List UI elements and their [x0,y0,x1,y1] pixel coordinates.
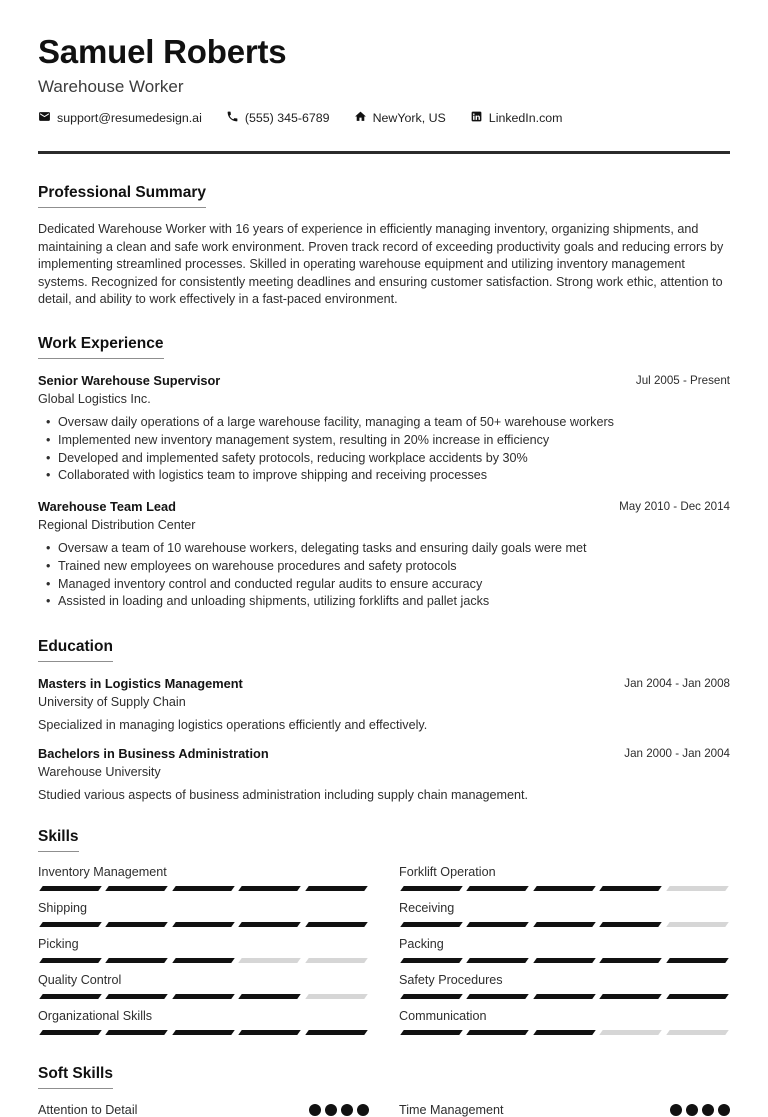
skill-item [399,1009,730,1035]
skill-level-bar [399,1030,730,1035]
skill-segment-filled [533,922,596,927]
rating-dot-filled [325,1104,337,1116]
skill-segment-filled [39,958,102,963]
skill-segment-filled [106,1030,169,1035]
skill-name: Inventory Management [38,864,167,879]
skill-level-bar [38,1030,369,1035]
soft-skill-name: Attention to Detail [38,1102,138,1117]
skill-segment-filled [599,958,662,963]
skill-item [38,901,369,927]
bullet-glyph: • [46,541,51,556]
contact-item [226,110,330,126]
skill-segment-empty [305,958,368,963]
skill-segment-filled [666,994,729,999]
job-dates: Jul 2005 - Present [635,374,730,388]
contact-row [38,110,730,126]
skill-item [399,937,730,963]
skill-level-bar [38,886,369,891]
section-education [38,638,730,802]
school-name: Warehouse University [38,764,161,779]
skill-segment-filled [400,1030,463,1035]
skill-name: Shipping [38,900,88,915]
job-company: Global Logistics Inc. [38,392,151,407]
bullet-text: Oversaw a team of 10 warehouse workers, delegating tasks and ensuring daily goals were met [58,541,587,556]
job-entry [38,373,730,485]
person-job-title: Warehouse Worker [38,77,184,97]
rating-dot-filled [357,1104,369,1116]
soft-skill-item [38,1103,369,1117]
job-dates: May 2010 - Dec 2014 [619,500,730,514]
soft-skills-grid [38,1089,730,1117]
skill-segment-filled [238,1030,301,1035]
summary-text: Dedicated Warehouse Worker with 16 years of experience in efficiently managing inventory, organizing shipments, and maintaining a clean and safe work environment. Proven track record of exceeding productivity goals and reducing errors by implementing streamlined processes. Skilled in operating warehouse equipment and utilizing inventory management systems. Recognized for consistently meeting deadlines and ensuring customer satisfaction. Strong work ethic, attention to detail, and ability to work effectively in a fast-paced environment. [38,222,724,306]
skill-segment-filled [39,1030,102,1035]
skill-segment-filled [467,922,530,927]
skill-segment-filled [400,922,463,927]
bullet-glyph: • [46,558,51,573]
rating-dot-filled [341,1104,353,1116]
skill-level-bar [399,886,730,891]
section-work-experience [38,335,730,611]
header-divider [38,151,730,154]
education-heading-text: Education [38,638,113,662]
linkedin-icon [470,110,483,126]
contact-text: (555) 345-6789 [244,111,330,126]
skill-item [399,865,730,891]
degree-title: Masters in Logistics Management [38,675,243,691]
person-name: Samuel Roberts [38,33,287,70]
skill-name: Forklift Operation [399,864,496,879]
resume-header [38,34,730,126]
skill-segment-filled [533,886,596,891]
summary-heading [38,184,730,208]
education-description: Studied various aspects of business administration including supply chain management. [38,787,529,802]
skill-item [38,1009,369,1035]
skill-level-bar [38,922,369,927]
education-heading [38,638,730,662]
education-entry [38,746,730,802]
skill-name: Picking [38,936,79,951]
skill-level-bar [38,994,369,999]
job-list [38,373,730,611]
skill-segment-filled [172,994,235,999]
skill-segment-filled [172,958,235,963]
bullet-text: Assisted in loading and unloading shipments, utilizing forklifts and pallet jacks [58,594,490,609]
skill-segment-empty [666,1030,729,1035]
skill-segment-filled [400,886,463,891]
skills-grid [38,855,730,1035]
bullet-text: Trained new employees on warehouse procedures and safety protocols [58,558,457,573]
skill-segment-filled [305,886,368,891]
job-bullet [38,540,730,558]
skill-segment-filled [533,1030,596,1035]
bullet-glyph: • [46,576,51,591]
job-bullet-list [38,414,730,485]
education-list [38,676,730,802]
skill-segment-filled [305,1030,368,1035]
education-dates: Jan 2000 - Jan 2004 [624,746,730,760]
soft-skill-dots [670,1104,730,1116]
contact-text: NewYork, US [372,111,446,126]
soft-skills-heading [38,1065,730,1089]
soft-skill-item [399,1103,730,1117]
skill-segment-filled [666,958,729,963]
skill-segment-filled [106,886,169,891]
skill-segment-filled [238,922,301,927]
skill-level-bar [399,958,730,963]
bullet-text: Oversaw daily operations of a large warehouse facility, managing a team of 50+ warehouse workers [58,415,614,430]
skill-segment-filled [467,958,530,963]
job-bullet [38,576,730,594]
skill-segment-filled [400,994,463,999]
skill-item [38,865,369,891]
bullet-glyph: • [46,415,51,430]
contact-item [354,110,446,126]
skill-segment-filled [106,994,169,999]
skill-segment-filled [39,922,102,927]
contact-text: LinkedIn.com [488,111,563,126]
job-bullet [38,450,730,468]
skill-segment-filled [599,922,662,927]
rating-dot-filled [309,1104,321,1116]
skill-item [38,973,369,999]
soft-skill-name: Time Management [399,1102,504,1117]
skill-segment-filled [172,886,235,891]
education-entry [38,676,730,732]
job-bullet [38,558,730,576]
skill-name: Receiving [399,900,455,915]
skill-segment-filled [172,922,235,927]
skill-segment-filled [599,994,662,999]
bullet-text: Implemented new inventory management system, resulting in 20% increase in efficiency [58,433,550,448]
rating-dot-filled [686,1104,698,1116]
section-professional-summary [38,184,730,308]
email-icon [38,110,51,126]
skill-segment-filled [39,994,102,999]
job-title: Warehouse Team Lead [38,499,176,515]
bullet-text: Developed and implemented safety protocols, reducing workplace accidents by 30% [58,450,528,465]
job-bullet [38,414,730,432]
bullet-text: Managed inventory control and conducted regular audits to ensure accuracy [58,576,483,591]
education-description: Specialized in managing logistics operations efficiently and effectively. [38,717,428,732]
summary-heading-text: Professional Summary [38,184,206,208]
school-name: University of Supply Chain [38,694,186,709]
bullet-glyph: • [46,450,51,465]
skill-segment-filled [467,886,530,891]
skill-segment-filled [106,922,169,927]
job-bullet [38,467,730,485]
skill-level-bar [399,922,730,927]
skill-segment-empty [599,1030,662,1035]
section-soft-skills [38,1065,730,1117]
skill-item [38,937,369,963]
skill-segment-filled [533,994,596,999]
skill-item [399,901,730,927]
rating-dot-filled [670,1104,682,1116]
bullet-glyph: • [46,468,51,483]
skill-segment-filled [106,958,169,963]
soft-skills-heading-text: Soft Skills [38,1065,113,1089]
bullet-text: Collaborated with logistics team to improve shipping and receiving processes [58,468,488,483]
skills-heading [38,828,730,852]
skill-name: Packing [399,936,444,951]
skill-name: Safety Procedures [399,972,503,987]
skill-segment-filled [467,1030,530,1035]
skill-name: Organizational Skills [38,1008,153,1023]
bullet-glyph: • [46,433,51,448]
skill-segment-empty [666,886,729,891]
skill-segment-empty [238,958,301,963]
skill-segment-empty [666,922,729,927]
skill-name: Communication [399,1008,487,1023]
contact-text: support@resumedesign.ai [57,111,202,126]
contact-item [470,110,563,126]
skill-level-bar [38,958,369,963]
rating-dot-filled [718,1104,730,1116]
job-bullet [38,593,730,611]
degree-title: Bachelors in Business Administration [38,745,269,761]
education-dates: Jan 2004 - Jan 2008 [624,676,730,690]
skill-name: Quality Control [38,972,122,987]
skill-segment-filled [305,922,368,927]
job-title: Senior Warehouse Supervisor [38,373,221,389]
section-skills [38,828,730,1035]
phone-icon [226,110,239,126]
experience-heading-text: Work Experience [38,335,164,359]
rating-dot-filled [702,1104,714,1116]
skill-level-bar [399,994,730,999]
skill-item [399,973,730,999]
job-company: Regional Distribution Center [38,518,196,533]
bullet-glyph: • [46,594,51,609]
skill-segment-filled [533,958,596,963]
skill-segment-empty [305,994,368,999]
skill-segment-filled [39,886,102,891]
job-bullet [38,432,730,450]
skill-segment-filled [400,958,463,963]
soft-skill-dots [309,1104,369,1116]
skills-heading-text: Skills [38,828,79,852]
contact-item [38,110,202,126]
skill-segment-filled [599,886,662,891]
job-bullet-list [38,540,730,611]
job-entry [38,499,730,611]
experience-heading [38,335,730,359]
skill-segment-filled [467,994,530,999]
skill-segment-filled [172,1030,235,1035]
skill-segment-filled [238,994,301,999]
skill-segment-filled [238,886,301,891]
home-icon [354,110,367,126]
